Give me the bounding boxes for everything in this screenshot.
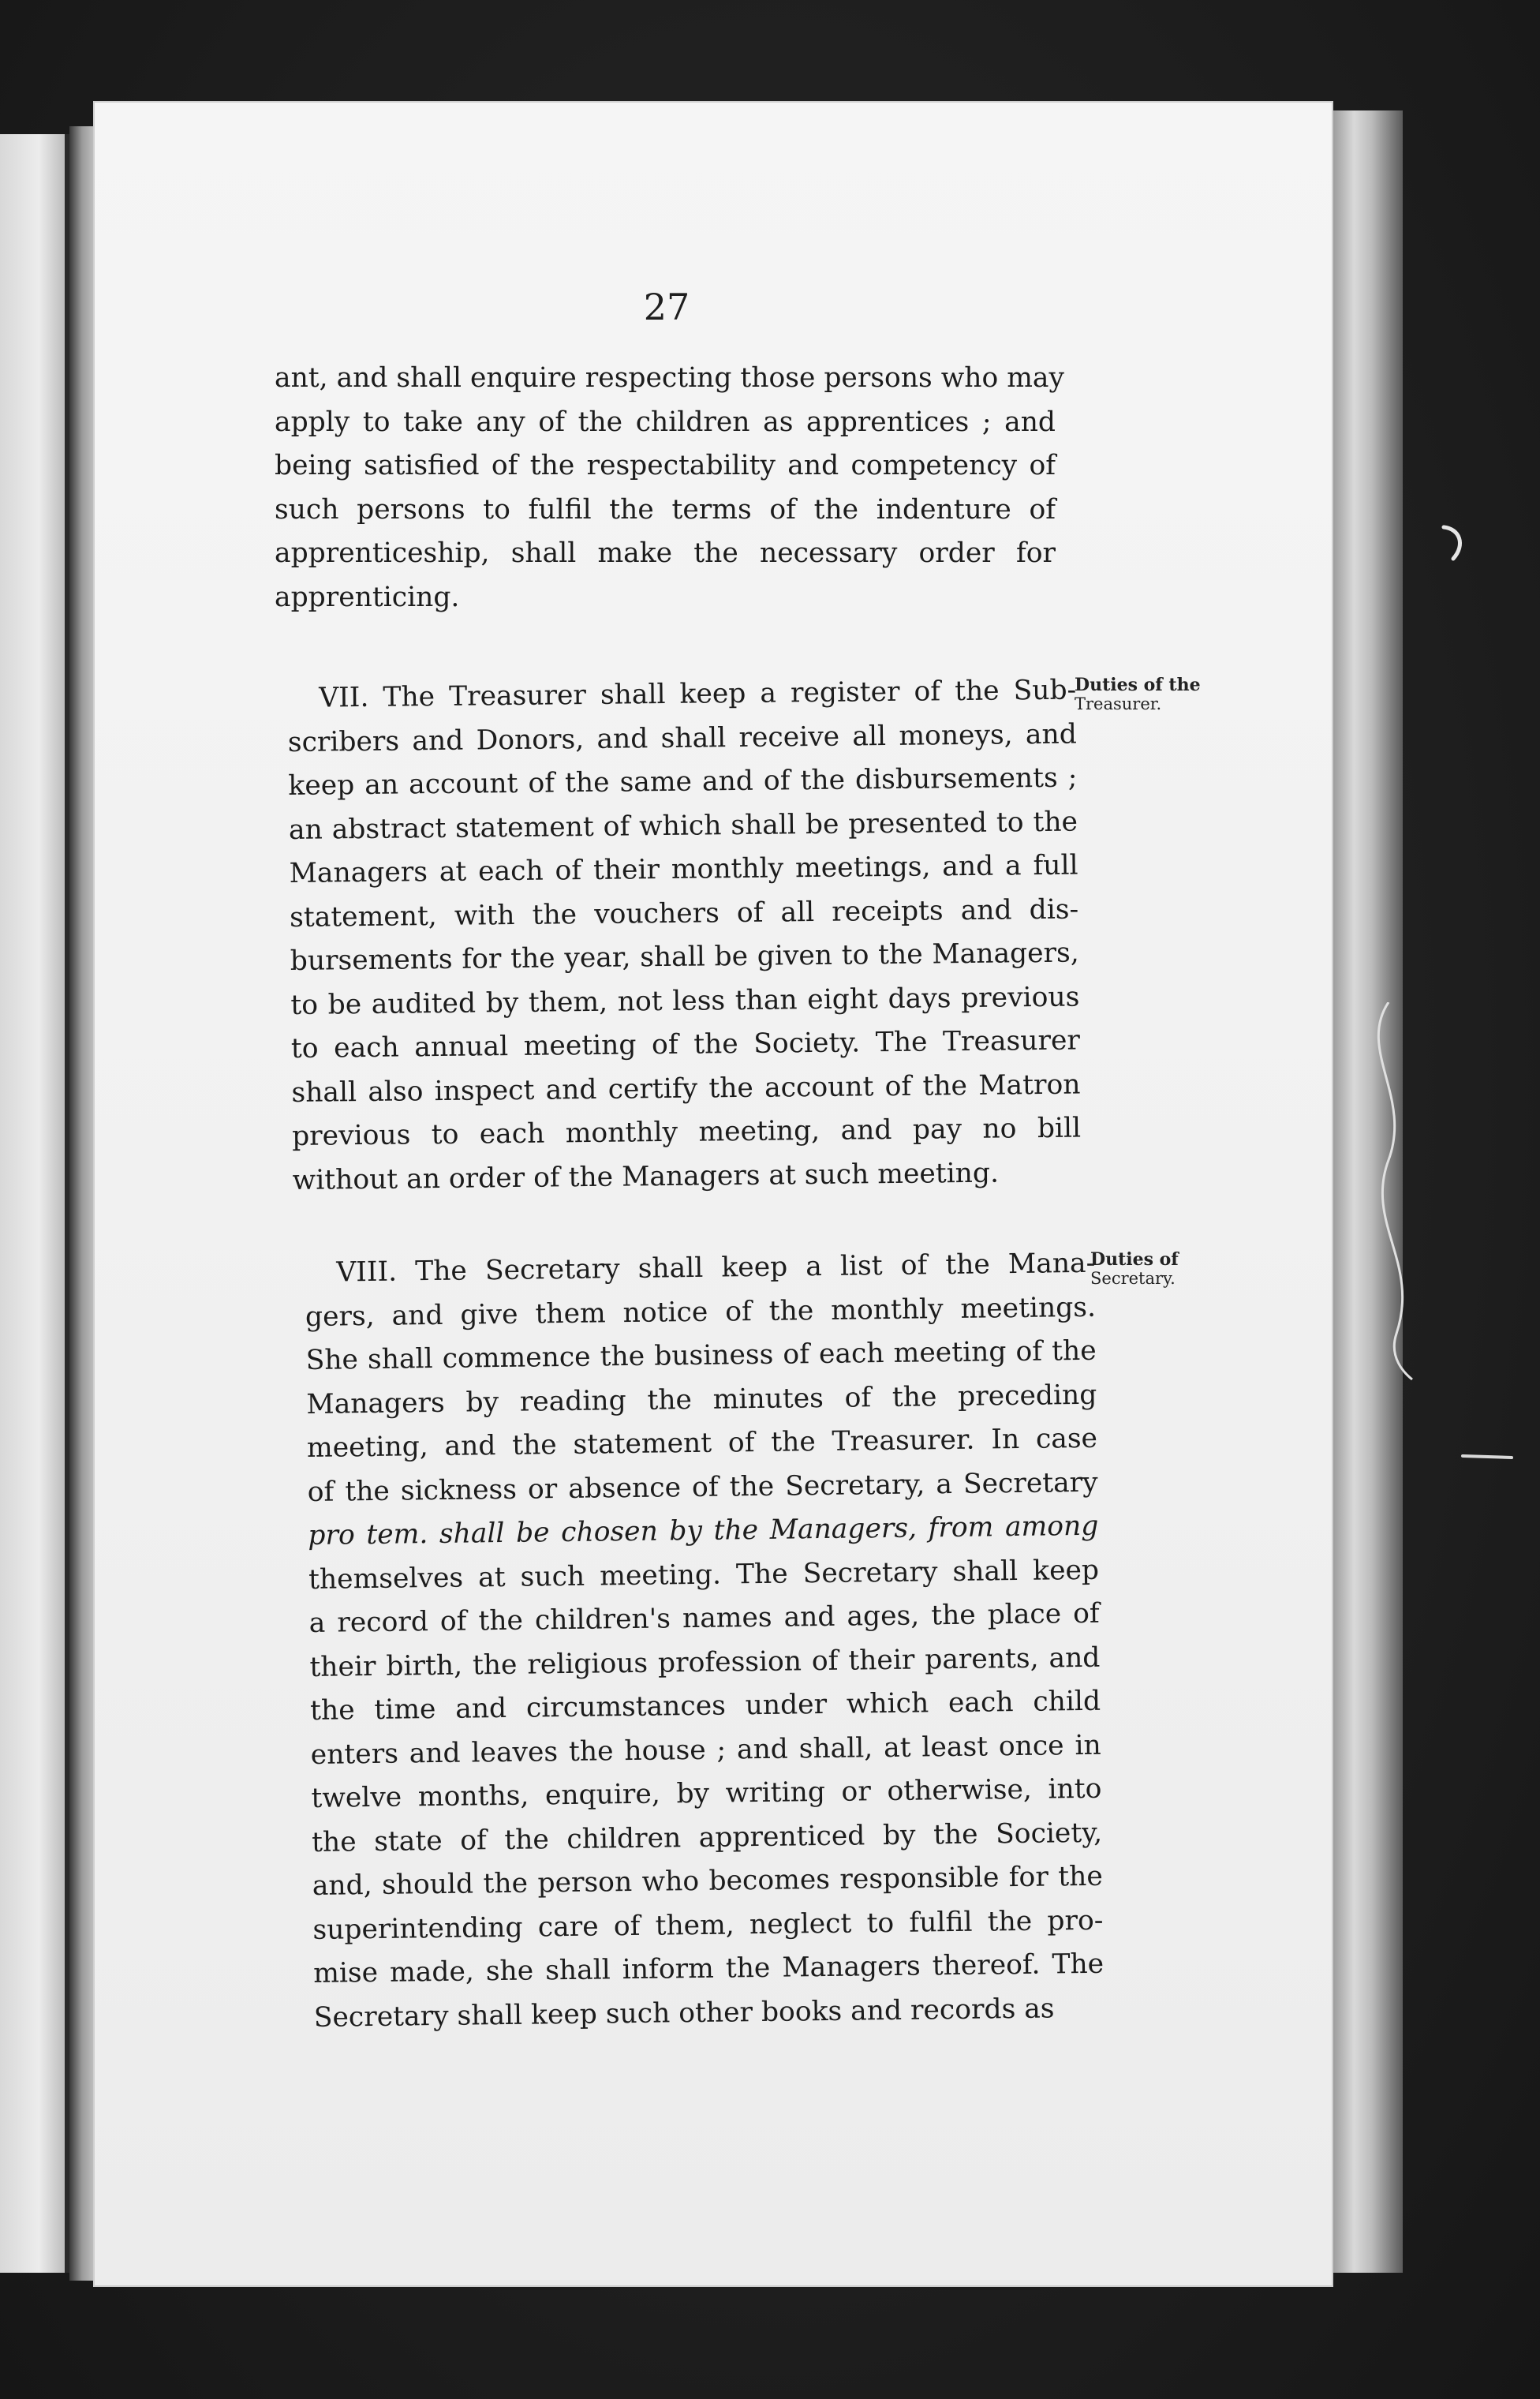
page-number: 27 [643, 286, 690, 328]
text-line: an abstract statement of which shall be presented to the [288, 806, 1078, 846]
text-line: gers, and give them notice of the monthly meetings. [305, 1291, 1097, 1333]
text-line: their birth, the religious profession of their parents, and [309, 1641, 1101, 1683]
text-line: previous to each monthly meeting, and pay no bill [291, 1112, 1082, 1152]
text-line: apprenticing. [275, 581, 460, 613]
text-line: twelve months, enquire, by writing or otherwise, into [311, 1772, 1102, 1814]
text-line: to be audited by them, not less than eight days previous [290, 981, 1080, 1021]
text-line: to each annual meeting of the Society. The Treasurer [290, 1024, 1081, 1065]
margin-note-secretary [1090, 1250, 1248, 1288]
text-line: Managers at each of their monthly meetings, and a full [289, 849, 1078, 889]
paragraph-vii-treasurer [287, 669, 1082, 1203]
paragraph-intro [275, 357, 1064, 619]
scan-debris-curl [1436, 521, 1475, 568]
facing-page-edge [0, 134, 69, 2273]
margin-note-subtitle: Treasurer. [1075, 694, 1162, 713]
scan-debris-thread [1341, 1002, 1436, 1381]
text-line: without an order of the Managers at such meeting. [292, 1157, 1000, 1196]
text-line: mise made, she shall inform the Managers thereof. The [312, 1948, 1105, 1989]
text-line: bursements for the year, shall be given to the Managers, [290, 937, 1079, 977]
text-line: meeting, and the statement of the Treasurer. In case [306, 1422, 1098, 1464]
text-line: such persons to fulfil the terms of the indenture of [275, 493, 1056, 526]
text-line: VIII. The Secretary shall keep a list of the Mana- [336, 1247, 1096, 1289]
text-line: shall also inspect and certify the account of the Matron [291, 1069, 1081, 1109]
text-line: Secretary shall keep such other books and records as [313, 1992, 1055, 2034]
margin-note-title: Duties of the [1075, 675, 1201, 695]
margin-note-treasurer [1075, 676, 1248, 713]
scan-debris-dash [1460, 1448, 1515, 1464]
text-line: being satisfied of the respectability and competency of [275, 450, 1056, 481]
margin-note-subtitle: Secretary. [1090, 1269, 1176, 1288]
paragraph-viii-secretary [305, 1242, 1105, 2040]
margin-note-title: Duties of [1090, 1249, 1179, 1270]
text-line: apprenticeship, shall make the necessary order for [275, 537, 1056, 569]
text-line: apply to take any of the children as apprentices ; and [275, 406, 1056, 438]
text-line: pro tem. shall be chosen by the Managers, from among [308, 1510, 1099, 1551]
text-line: superintending care of them, neglect to fulfil the pro- [312, 1904, 1104, 1946]
text-line: keep an account of the same and of the disbursements ; [288, 762, 1078, 802]
text-line: statement, with the vouchers of all receipts and dis- [289, 893, 1079, 934]
text-line: the state of the children apprenticed by the Society, [311, 1817, 1103, 1858]
text-line: ant, and shall enquire respecting those persons who may [275, 362, 1064, 394]
text-line: themselves at such meeting. The Secretary shall keep [308, 1554, 1100, 1596]
text-line: enters and leaves the house ; and shall, at least once in [310, 1729, 1101, 1771]
text-line: Managers by reading the minutes of the preceding [306, 1379, 1097, 1420]
text-line: the time and circumstances under which each child [309, 1685, 1101, 1727]
text-line: and, should the person who becomes responsible for the [312, 1860, 1103, 1902]
text-line: She shall commence the business of each meeting of the [305, 1334, 1097, 1376]
text-line: of the sickness or absence of the Secretary, a Secretary [307, 1466, 1098, 1508]
text-line: scribers and Donors, and shall receive all moneys, and [287, 718, 1078, 758]
text-line: VII. The Treasurer shall keep a register of the Sub- [319, 674, 1077, 714]
text-line: a record of the children's names and ages, the place of [308, 1597, 1100, 1639]
